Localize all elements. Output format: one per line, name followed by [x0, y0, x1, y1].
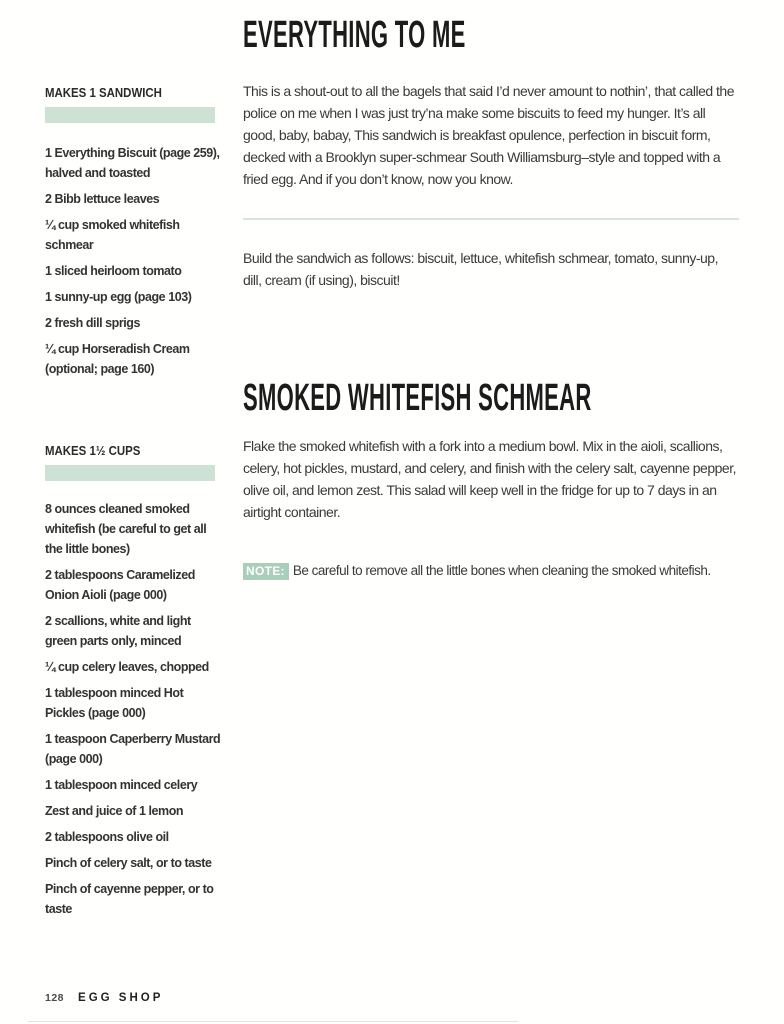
ingredient-item: Zest and juice of 1 lemon [45, 804, 184, 818]
page-number: 128 [45, 992, 65, 1004]
schmear-instructions: Flake the smoked whitefish with a fork into a medium bowl. Mix in the aioli, scallions, celery, hot pickles, mustard, and celery, and finish with the celery salt, cayenne pepper, olive oil, and lemon zest. This salad will keep well in the fridge for up to 7 days in an airtight container. [243, 438, 736, 520]
ingredient-item: 8 ounces cleaned smoked whitefish (be careful to get all the little bones) [45, 502, 207, 556]
recipe-content [243, 16, 739, 582]
sandwich-ingredient-list [45, 143, 223, 379]
ingredient-item: ¼ cup celery leaves, chopped [45, 660, 209, 674]
ingredient-item: 1 tablespoon minced celery [45, 778, 198, 792]
ingredient-item: 1 sunny-up egg (page 103) [45, 290, 192, 304]
ingredient-item: 2 fresh dill sprigs [45, 316, 140, 330]
recipe-intro-paragraph: This is a shout-out to all the bagels that said I’d never amount to nothin’, that called the police on me when I was just try’na make some biscuits to feed my hunger. It’s all good, baby, babay, This sandwich is breakfast opulence, perfection in biscuit form, decked with a Brooklyn super-schmear South Williamsburg–style and topped with a fried egg. And if you don’t know, now you know. [243, 83, 734, 187]
ingredient-item: ¼ cup smoked whitefish schmear [45, 218, 180, 252]
ingredient-item: 2 tablespoons olive oil [45, 830, 169, 844]
ingredient-item: Pinch of cayenne pepper, or to taste [45, 882, 214, 916]
ingredient-item: 1 Everything Biscuit (page 259), halved and toasted [45, 146, 220, 180]
schmear-ingredient-list [45, 499, 223, 919]
scan-artifact-line [28, 1021, 518, 1022]
schmear-ingredients-section [45, 443, 223, 919]
ingredients-sidebar [45, 85, 223, 919]
ingredient-item: 2 scallions, white and light green parts only, minced [45, 614, 191, 648]
section-divider [243, 218, 739, 220]
ingredient-item: ¼ cup Horseradish Cream (optional; page 160) [45, 342, 190, 376]
sandwich-yield-label: MAKES 1 SANDWICH [45, 85, 162, 100]
recipe-title-smoked-whitefish-schmear: SMOKED WHITEFISH SCHMEAR [243, 377, 592, 419]
schmear-yield-label: MAKES 1½ CUPS [45, 443, 141, 458]
ingredient-item: 1 sliced heirloom tomato [45, 264, 182, 278]
note-paragraph [243, 560, 739, 582]
ingredient-item: 1 tablespoon minced Hot Pickles (page 000) [45, 686, 184, 720]
note-text: Be careful to remove all the little bones when cleaning the smoked whitefish. [292, 563, 711, 578]
note-badge: NOTE: [243, 563, 289, 580]
green-accent-bar [45, 465, 215, 481]
assembly-instructions: Build the sandwich as follows: biscuit, lettuce, whitefish schmear, tomato, sunny-up, dill, cream (if using), biscuit! [243, 250, 718, 288]
ingredient-item: 2 tablespoons Caramelized Onion Aioli (page 000) [45, 568, 195, 602]
page-footer [45, 992, 163, 1004]
ingredient-item: 2 Bibb lettuce leaves [45, 192, 160, 206]
ingredient-item: Pinch of celery salt, or to taste [45, 856, 212, 870]
book-title: EGG SHOP [78, 992, 164, 1004]
recipe-title-everything-to-me: EVERYTHING TO ME [243, 14, 466, 56]
green-accent-bar [45, 107, 215, 123]
sandwich-ingredients-section [45, 85, 223, 379]
ingredient-item: 1 teaspoon Caperberry Mustard (page 000) [45, 732, 221, 766]
